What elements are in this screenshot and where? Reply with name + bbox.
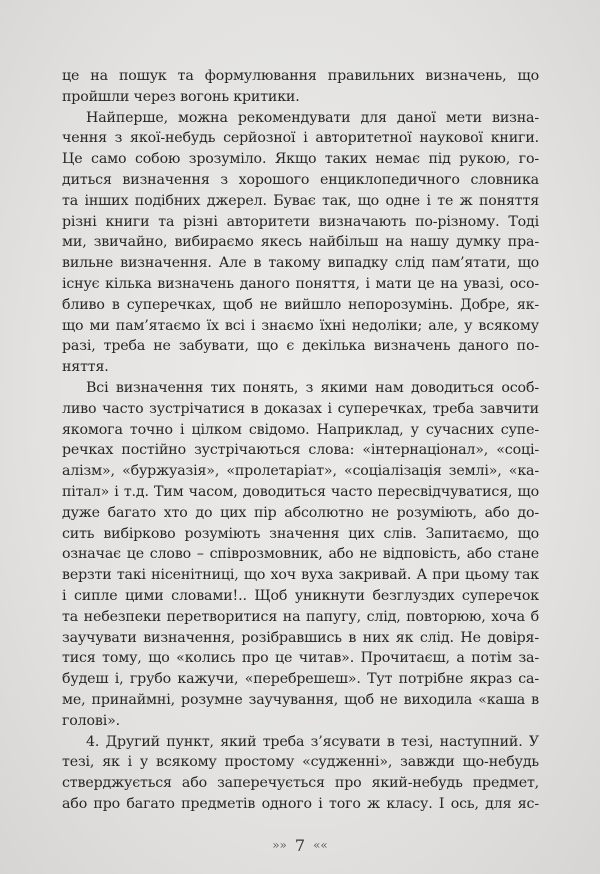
paragraph [62,66,539,108]
text-line: чення з якої-небудь серйозної і авторитетної наукової книги. [62,130,539,147]
text-line: няття. [62,359,109,376]
text-line: голові». [62,712,121,729]
paragraph [62,732,539,815]
text-line: це на пошук та формулювання правильних визначень, що [62,68,539,84]
text-line: та небезпеки перетворитися на папугу, слід, повторюю, хоча б [62,608,539,625]
text-line: вильне визначення. Але в такому випадку слід пам’ятати, що [62,255,539,272]
text-line: стверджується або заперечується про який-небудь предмет, [62,775,539,792]
text-line: будеш і, грубо кажучи, «перебрешеш». Тут потрібне якраз са- [62,671,539,688]
text-line: пройшли через вогонь критики. [62,88,300,105]
text-line: речках постійно зустрічаються слова: «інтернаціонал», «соці- [62,442,539,459]
text-line: разі, треба не забувати, що є декілька визначень даного по- [62,338,539,355]
text-line: ливо часто зустрічатися в доказах і суперечках, треба завчити [62,400,539,417]
text-line: означає це слово – співрозмовник, або не відповість, або стане [62,546,539,563]
text-line: тися тому, що «колись про це читав». Прочитаєш, а потім за- [62,650,539,667]
text-line: диться визначення з хорошого енциклопедичного словника [62,171,539,188]
paragraph [62,108,539,378]
text-line: заучувати визначення, розібравшись в них як слід. Не довіря- [62,629,539,646]
text-line: пітал» і т.д. Тим часом, доводиться часто пересвідчуватися, що [62,483,539,500]
page-footer [0,836,600,855]
text-line: різні книги та різні авторитети визначають по-різному. Тоді [62,213,539,230]
page-number: 7 [294,836,306,855]
text-line: Всі визначення тих понять, з якими нам доводиться особ- [86,379,539,396]
text-line: Найперше, можна рекомендувати для даної мети визна- [86,109,539,126]
text-line: тезі, як і у всякому простому «судженні», завжди що-небудь [62,754,539,771]
text-line: що ми пам’ятаємо їх всі і знаємо їхні недоліки; але, у всякому [62,317,539,334]
text-line: алізм», «буржуазія», «пролетаріат», «соціалізація землі», «ка- [62,463,539,480]
page-body [62,66,539,815]
text-line: або про багато предметів одного і того ж класу. І ось, для яс- [62,795,539,812]
text-line: якомога точно і цілком свідомо. Наприклад, у сучасних супе- [62,421,539,438]
text-line: і сипле цими словами!.. Щоб уникнути безглуздих суперечок [62,587,539,604]
text-line: сить вибірково розуміють значення цих слів. Запитаємо, що [62,525,539,542]
text-line: та інших подібних джерел. Буває так, що одне і те ж поняття [62,192,539,209]
text-line: Це само собою зрозуміло. Якщо таких немає під рукою, го- [62,151,539,168]
text-line: бливо в суперечках, щоб не вийшло непорозумінь. Добре, як- [62,296,539,313]
text-line: існує кілька визначень даного поняття, і мати це на увазі, осо- [62,275,539,292]
text-line: 4. Другий пункт, який треба з’ясувати в тезі, наступний. У [86,733,539,750]
text-line: дуже багато хто до цих пір абсолютно не розуміють, або до- [62,504,539,521]
text-line: ме, принаймні, розумне заучування, щоб не виходила «каша в [62,691,539,708]
paragraph [62,378,539,732]
text-line: ми, звичайно, вибираємо якесь найбільш на нашу думку пра- [62,234,539,251]
text-line: верзти такі нісенітниці, що хоч вуха закривай. А при цьому так [62,567,539,584]
ornament-left-icon: »» [272,838,287,852]
ornament-right-icon: «« [313,838,328,852]
